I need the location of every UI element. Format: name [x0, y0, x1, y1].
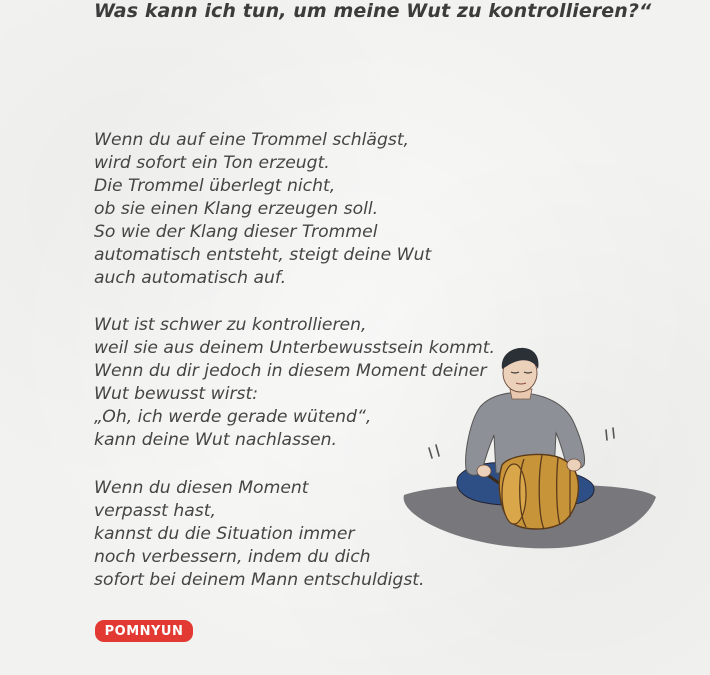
- poem-line: kann deine Wut nachlassen.: [94, 430, 337, 450]
- page-title: Was kann ich tun, um meine Wut zu kontrollieren?“: [94, 0, 652, 22]
- poem-line: weil sie aus deinem Unterbewusstsein kommt.: [94, 338, 495, 358]
- poem-line: ob sie einen Klang erzeugen soll.: [94, 199, 379, 219]
- poem-line: „Oh, ich werde gerade wütend“,: [94, 407, 372, 427]
- poem-line: Wenn du diesen Moment: [94, 478, 309, 498]
- logo-text: POMNYUN: [104, 623, 184, 639]
- right-hand: [567, 459, 581, 471]
- poem-line: auch automatisch auf.: [94, 268, 287, 288]
- motion-marks-left: [429, 445, 439, 458]
- poem-line: Wenn du dir jedoch in diesem Moment deiner: [94, 361, 487, 381]
- poem-line: automatisch entsteht, steigt deine Wut: [94, 245, 432, 265]
- pomnyun-logo: [95, 620, 193, 642]
- poem-line: kannst du die Situation immer: [94, 524, 355, 544]
- poem-line: noch verbessern, indem du dich: [94, 547, 371, 567]
- poem-line: Wut bewusst wirst:: [94, 384, 259, 404]
- left-hand: [477, 465, 491, 477]
- poem-line: verpasst hast,: [94, 501, 216, 521]
- poem-line: wird sofort ein Ton erzeugt.: [94, 153, 330, 173]
- drum: [499, 454, 578, 529]
- poem-stanza-1: [94, 129, 431, 290]
- poem-line: Wut ist schwer zu kontrollieren,: [94, 315, 367, 335]
- drumming-person-icon: [398, 345, 660, 555]
- poem-line: Wenn du auf eine Trommel schlägst,: [94, 130, 410, 150]
- poem-line: Die Trommel überlegt nicht,: [94, 176, 336, 196]
- poem-stanza-3: [94, 477, 425, 592]
- poem-line: sofort bei deinem Mann entschuldigst.: [94, 570, 425, 590]
- poem-line: So wie der Klang dieser Trommel: [94, 222, 378, 242]
- motion-marks-right: [606, 428, 614, 440]
